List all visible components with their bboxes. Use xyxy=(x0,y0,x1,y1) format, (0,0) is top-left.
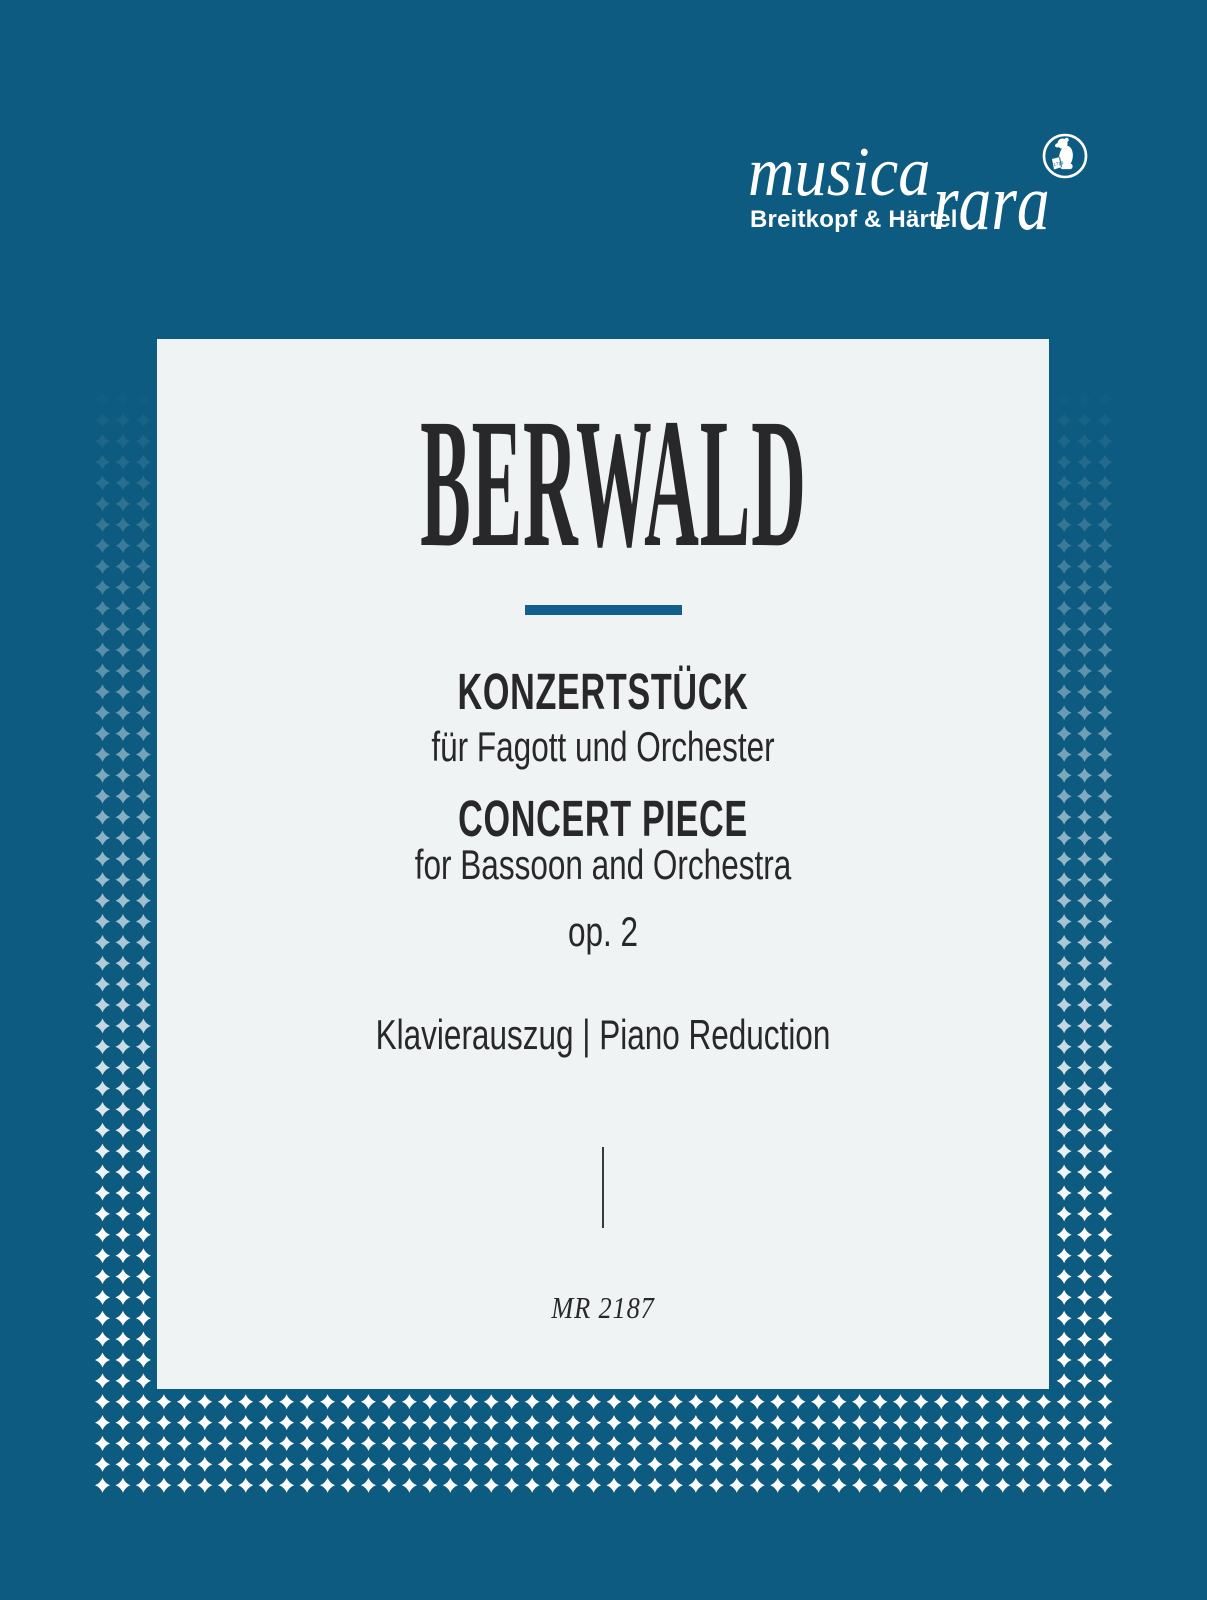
editor-divider-line xyxy=(602,1147,604,1228)
title-panel xyxy=(157,339,1049,1389)
publisher-imprint: Breitkopf & Härtel xyxy=(750,206,958,233)
bear-with-book-emblem-icon xyxy=(1035,126,1095,186)
opus-number: op. 2 xyxy=(567,908,639,955)
subtitle-english: for Bassoon and Orchestra xyxy=(414,841,792,888)
logo-word-rara: rara xyxy=(933,159,1050,247)
catalog-number: MR 2187 xyxy=(551,1290,655,1325)
edition-label: Klavierauszug | Piano Reduction xyxy=(375,1011,831,1058)
title-english: CONCERT PIECE xyxy=(458,790,748,847)
subtitle-german: für Fagott und Orchester xyxy=(431,723,775,770)
emblem-year-text: 1719 xyxy=(1052,160,1064,168)
composer-name: BERWALD xyxy=(420,381,807,586)
accent-rule xyxy=(525,605,682,615)
logo-word-musica: musica xyxy=(748,134,931,211)
publisher-logo xyxy=(0,0,1207,300)
title-german: KONZERTSTÜCK xyxy=(457,663,749,720)
